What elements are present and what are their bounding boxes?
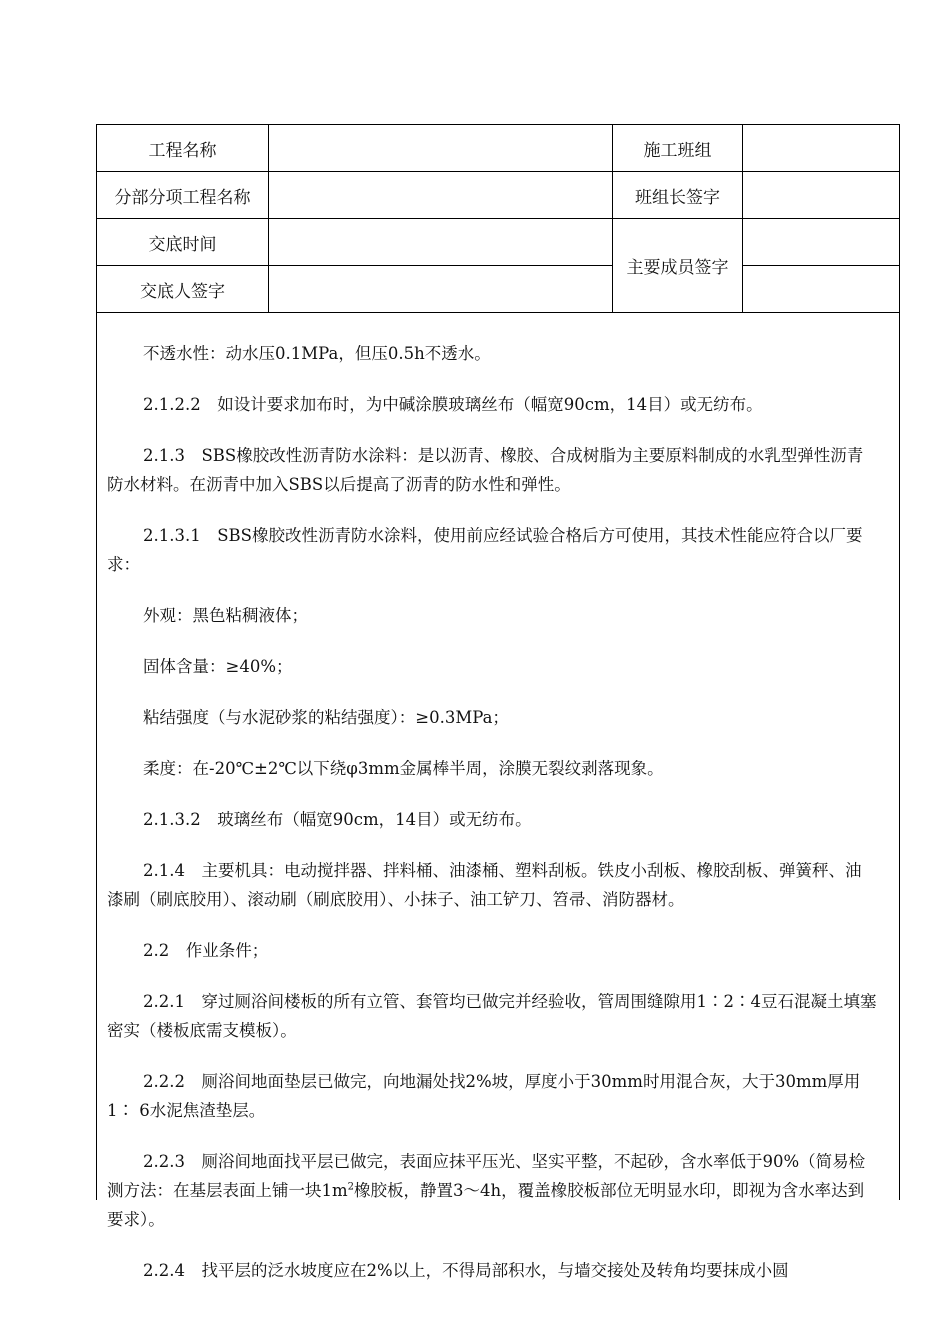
header-row-briefer <box>97 266 900 313</box>
work-team-field[interactable] <box>743 125 900 172</box>
paragraph-appearance: 外观：黑色粘稠液体； <box>143 606 308 625</box>
paragraph-solid-content: 固体含量：≥40%； <box>143 657 293 676</box>
header-table <box>96 124 900 313</box>
briefer-signature-label: 交底人签字 <box>97 266 269 313</box>
subproject-name-label: 分部分项工程名称 <box>97 172 269 219</box>
paragraph-2-1-4: 2.1.4 主要机具：电动搅拌器、拌料桶、油漆桶、塑料刮板。铁皮小刮板、橡胶刮板、弹簧秤、油漆刷（刷底胶用）、滚动刷（刷底胶用）、小抹子、油工铲刀、笤帚、消防器材。 <box>107 861 862 909</box>
paragraph-2-1-3-1: 2.1.3.1 SBS橡胶改性沥青防水涂料，使用前应经试验合格后方可使用，其技术性能应符合以厂要求： <box>107 526 863 574</box>
paragraph-2-2-3-part-1: 2.2.3 厕浴间地面找平层已做完，表面应抹平压光、坚实平整，不起砂，含水率低于90%（简易检测方法：在基层表面上铺一块1m <box>107 1152 866 1200</box>
paragraph-bond-strength: 粘结强度（与水泥砂浆的粘结强度）：≥0.3MPa； <box>143 708 509 727</box>
briefing-content <box>97 317 897 1285</box>
team-leader-signature-label: 班组长签字 <box>613 172 743 219</box>
paragraph-2-2-2: 2.2.2 厕浴间地面垫层已做完，向地漏处找2%坡，厚度小于30mm时用混合灰，大于30mm厚用1∶ 6水泥焦渣垫层。 <box>107 1072 861 1120</box>
paragraph-2-1-3-2: 2.1.3.2 玻璃丝布（幅宽90cm，14目）或无纺布。 <box>143 810 532 829</box>
paragraph-2-1-3: 2.1.3 SBS橡胶改性沥青防水涂料：是以沥青、橡胶、合成树脂为主要原料制成的水乳型弹性沥青防水材料。在沥青中加入SBS以后提高了沥青的防水性和弹性。 <box>107 446 864 494</box>
paragraph-2-2-3-part-2: 橡胶板，静置3～4h，覆盖橡胶板部位无明显水印，即视为含水率达到要求）。 <box>107 1181 865 1229</box>
paragraph-2-2: 2.2 作业条件； <box>143 941 269 960</box>
briefing-time-label: 交底时间 <box>97 219 269 266</box>
main-members-signature-field-2[interactable] <box>743 266 900 313</box>
briefer-signature-field[interactable] <box>269 266 613 313</box>
main-members-signature-label: 主要成员签字 <box>613 219 743 313</box>
paragraph-2-1-2-2: 2.1.2.2 如设计要求加布时，为中碱涂膜玻璃丝布（幅宽90cm，14目）或无纺布。 <box>143 395 763 414</box>
work-team-label: 施工班组 <box>613 125 743 172</box>
team-leader-signature-field[interactable] <box>743 172 900 219</box>
paragraph-2-2-3-superscript: 2 <box>347 1181 355 1193</box>
paragraph-impermeability: 不透水性：动水压0.1MPa，但压0.5h不透水。 <box>143 344 491 363</box>
paragraph-2-2-3 <box>107 1147 877 1234</box>
project-name-label: 工程名称 <box>97 125 269 172</box>
paragraph-flexibility: 柔度：在-20℃±2℃以下绕φ3mm金属棒半周，涂膜无裂纹剥落现象。 <box>143 759 664 778</box>
header-row-subproject <box>97 172 900 219</box>
paragraph-2-2-4: 2.2.4 找平层的泛水坡度应在2%以上，不得局部积水，与墙交接处及转角均要抹成小圆 <box>143 1261 789 1280</box>
header-row-briefing-time <box>97 219 900 266</box>
main-members-signature-field-1[interactable] <box>743 219 900 266</box>
paragraph-2-2-1: 2.2.1 穿过厕浴间楼板的所有立管、套管均已做完并经验收，管周围缝隙用1∶2∶4豆石混凝土填塞密实（楼板底需支模板）。 <box>107 992 877 1040</box>
header-row-project <box>97 125 900 172</box>
document-sheet <box>96 124 900 1280</box>
subproject-name-field[interactable] <box>269 172 613 219</box>
briefing-time-field[interactable] <box>269 219 613 266</box>
project-name-field[interactable] <box>269 125 613 172</box>
